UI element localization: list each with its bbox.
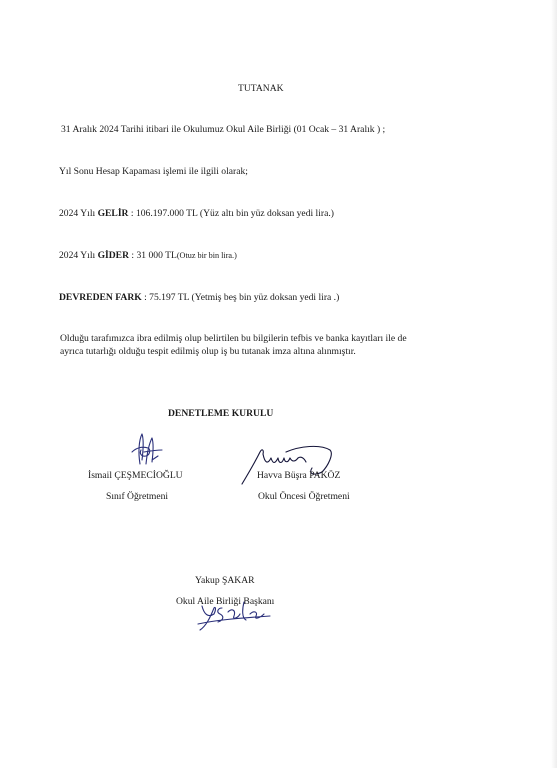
member-1-name: İsmail ÇEŞMECİOĞLU — [88, 470, 183, 481]
balance-line — [59, 292, 339, 304]
expense-note: (Otuz bir bin lira.) — [176, 251, 237, 260]
member-2-role: Okul Öncesi Öğretmeni — [258, 491, 350, 502]
subject-line: Yıl Sonu Hesap Kapaması işlemi ile ilgili olarak; — [59, 166, 248, 177]
conclusion-line-2: ayrıca tutarlığı olduğu tespit edilmiş olup iş bu tutanak imza altına alınmıştır. — [60, 346, 356, 357]
member-2-name: Havva Büşra PAKÖZ — [257, 470, 341, 481]
income-value: : 106.197.000 TL (Yüz altı bin yüz doksan yedi lira.) — [128, 208, 334, 219]
balance-label: DEVREDEN FARK — [59, 292, 142, 303]
president-role: Okul Aile Birliği Başkanı — [176, 596, 275, 607]
expense-line — [59, 250, 237, 262]
signature-yakup — [196, 596, 276, 632]
expense-label: GİDER — [97, 250, 130, 261]
income-label: GELİR — [97, 208, 129, 219]
signature-ismail — [126, 430, 166, 470]
page-edge-shadow — [551, 0, 557, 768]
committee-heading: DENETLEME KURULU — [168, 408, 274, 419]
member-1-role: Sınıf Öğretmeni — [106, 491, 169, 502]
balance-value: : 75.197 TL (Yetmiş beş bin yüz doksan yedi lira .) — [141, 292, 340, 303]
president-name: Yakup ŞAKAR — [195, 575, 255, 586]
conclusion-line-1: Olduğu tarafımızca ibra edilmiş olup belirtilen bu bilgilerin tefbis ve banka kayıtları ile de — [60, 333, 407, 344]
income-line — [59, 208, 334, 220]
income-prefix: 2024 Yılı — [59, 208, 98, 219]
document-title: TUTANAK — [238, 83, 284, 94]
intro-paragraph: 31 Aralık 2024 Tarihi itibari ile Okulumuz Okul Aile Birliği (01 Ocak – 31 Aralık ) ; — [61, 124, 386, 135]
expense-prefix: 2024 Yılı — [59, 250, 98, 261]
expense-value: : 31 000 TL — [129, 250, 177, 261]
